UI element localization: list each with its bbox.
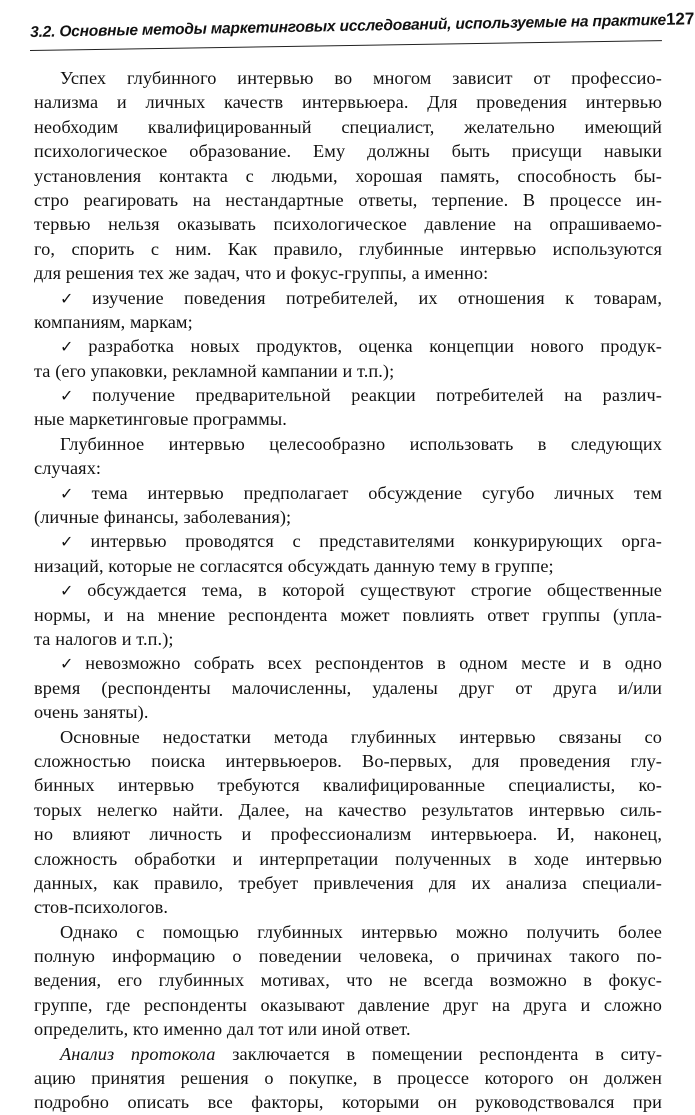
text-line [34, 749, 662, 773]
text-line [34, 407, 662, 431]
line-text: получение предварительной реакции потребителей на различ- [92, 385, 662, 406]
text-line [34, 968, 662, 992]
line-text: установления контакта с людьми, хорошая память, способность бы- [34, 165, 662, 186]
text-line [34, 1042, 662, 1066]
text-line [34, 1017, 662, 1041]
page-number: 127 [665, 9, 695, 29]
line-text: Основные недостатки метода глубинных интервью связаны со [60, 726, 662, 747]
line-text: тема интервью предполагает обсуждение сугубо личных тем [91, 482, 662, 503]
text-line [34, 334, 662, 358]
text-line [34, 725, 662, 749]
checkmark-icon: ✓ [60, 532, 88, 552]
text-line [34, 944, 662, 968]
text-line [34, 676, 662, 700]
checkmark-icon: ✓ [60, 581, 85, 601]
text-line [34, 456, 662, 480]
line-text: интервью проводятся с представителями конкурирующих орга- [90, 531, 662, 552]
line-text: определить, кто именно дал тот или иной ответ. [34, 1019, 411, 1040]
running-title: 3.2. Основные методы маркетинговых исследований, используемые на практике [30, 11, 667, 41]
line-text: компаниям, маркам; [34, 311, 193, 332]
text-line [34, 798, 662, 822]
line-text: психологическое образование. Ему должны быть присущи навыки [34, 141, 662, 162]
text-line [34, 481, 662, 505]
line-text: данных, как правило, требует привлечения для их анализа специали- [34, 872, 662, 893]
text-line [34, 529, 662, 553]
text-line [34, 822, 662, 846]
text-line [34, 578, 662, 602]
text-line [34, 115, 662, 139]
text-line [34, 432, 662, 456]
line-text: группе, где респонденты оказывают давление друг на друга и сложно [34, 994, 662, 1015]
text-line [34, 700, 662, 724]
line-text: та (его упаковки, рекламной кампании и т.п.); [34, 360, 395, 381]
line-text: заключается в помещении респондента в ситу- [232, 1043, 663, 1064]
line-text: время (респонденты малочисленны, удалены друг от друга и/или [34, 677, 662, 698]
text-line [34, 383, 662, 407]
line-text: необходим квалифицированный специалист, желательно имеющий [34, 116, 662, 137]
line-text: сложностью поиска интервьюеров. Во-первых, для проведения глу- [34, 750, 662, 771]
text-line [34, 603, 662, 627]
text-line [34, 505, 662, 529]
line-text: но влияют личность и профессионализм интервьюера. И, наконец, [34, 824, 662, 845]
line-text: ацию принятия решения о покупке, в процессе которого он должен [34, 1068, 662, 1089]
line-text: низаций, которые не согласятся обсуждать данную тему в группе; [34, 555, 554, 576]
line-text: Однако с помощью глубинных интервью можно получить более [60, 921, 662, 942]
text-line [34, 66, 662, 90]
text-line [34, 359, 662, 383]
line-text: (личные финансы, заболевания); [34, 507, 292, 528]
text-line [34, 895, 662, 919]
text-line [34, 847, 662, 871]
text-line [34, 554, 662, 578]
line-text: случаях: [34, 458, 102, 479]
text-line [34, 310, 662, 334]
text-line [34, 237, 662, 261]
checkmark-icon: ✓ [60, 483, 89, 503]
line-text: невозможно собрать всех респондентов в одном месте и в одно [85, 653, 662, 674]
line-text: нализма и личных качеств интервьюера. Для проведения интервью [34, 92, 662, 113]
line-text: сложность обработки и интерпретации полученных в ходе интервью [34, 848, 662, 869]
checkmark-icon: ✓ [60, 654, 83, 674]
line-text: изучение поведения потребителей, их отношения к товарам, [92, 287, 662, 308]
text-line [34, 651, 662, 675]
checkmark-icon: ✓ [60, 337, 86, 357]
line-text: Успех глубинного интервью во многом зависит от профессио- [60, 68, 662, 88]
text-line [34, 773, 662, 797]
checkmark-icon: ✓ [60, 288, 90, 308]
line-text: бинных интервью требуются квалифицированные специалисты, ко- [34, 775, 662, 796]
line-text: ные маркетинговые программы. [34, 409, 287, 430]
text-line [34, 188, 662, 212]
text-line [34, 286, 662, 310]
line-text: для решения тех же задач, что и фокус-группы, а именно: [34, 263, 489, 284]
text-line [34, 627, 662, 651]
italic-term: Анализ протокола [60, 1043, 216, 1064]
line-text: стов-психологов. [34, 897, 168, 918]
text-line [34, 993, 662, 1017]
line-text: обсуждается тема, в которой существуют строгие общественные [87, 580, 662, 601]
text-line [34, 920, 662, 944]
line-text: та налогов и т.п.); [34, 628, 174, 649]
text-line [34, 139, 662, 163]
body-text [34, 66, 662, 1115]
line-text: разработка новых продуктов, оценка концепции нового продук- [88, 336, 662, 357]
line-text: подробно описать все факторы, которыми он руководствовался при [34, 1092, 662, 1113]
line-text: го, спорить с ним. Как правило, глубинные интервью используются [34, 238, 662, 259]
line-text: торых нелегко найти. Далее, на качество результатов интервью силь- [34, 799, 662, 820]
text-line [34, 871, 662, 895]
text-line [34, 1066, 662, 1090]
line-text: тервью нельзя оказывать психологическое давление на опрашиваемо- [34, 214, 662, 235]
checkmark-icon: ✓ [60, 386, 90, 406]
text-line [34, 164, 662, 188]
text-line [34, 261, 662, 285]
text-line [34, 90, 662, 114]
line-text: очень заняты). [34, 702, 149, 723]
line-text: Глубинное интервью целесообразно использовать в следующих [60, 433, 662, 454]
line-text: стро реагировать на нестандартные ответы, терпение. В процессе ин- [34, 189, 662, 210]
text-line [34, 212, 662, 236]
line-text: нормы, и на мнение респондента может повлиять ответ группы (упла- [34, 604, 662, 625]
line-text: полную информацию о поведении человека, о причинах такого по- [34, 946, 662, 967]
text-line [34, 1090, 662, 1114]
line-text: ведения, его глубинных мотивах, что не всегда возможно в фокус- [34, 970, 662, 991]
